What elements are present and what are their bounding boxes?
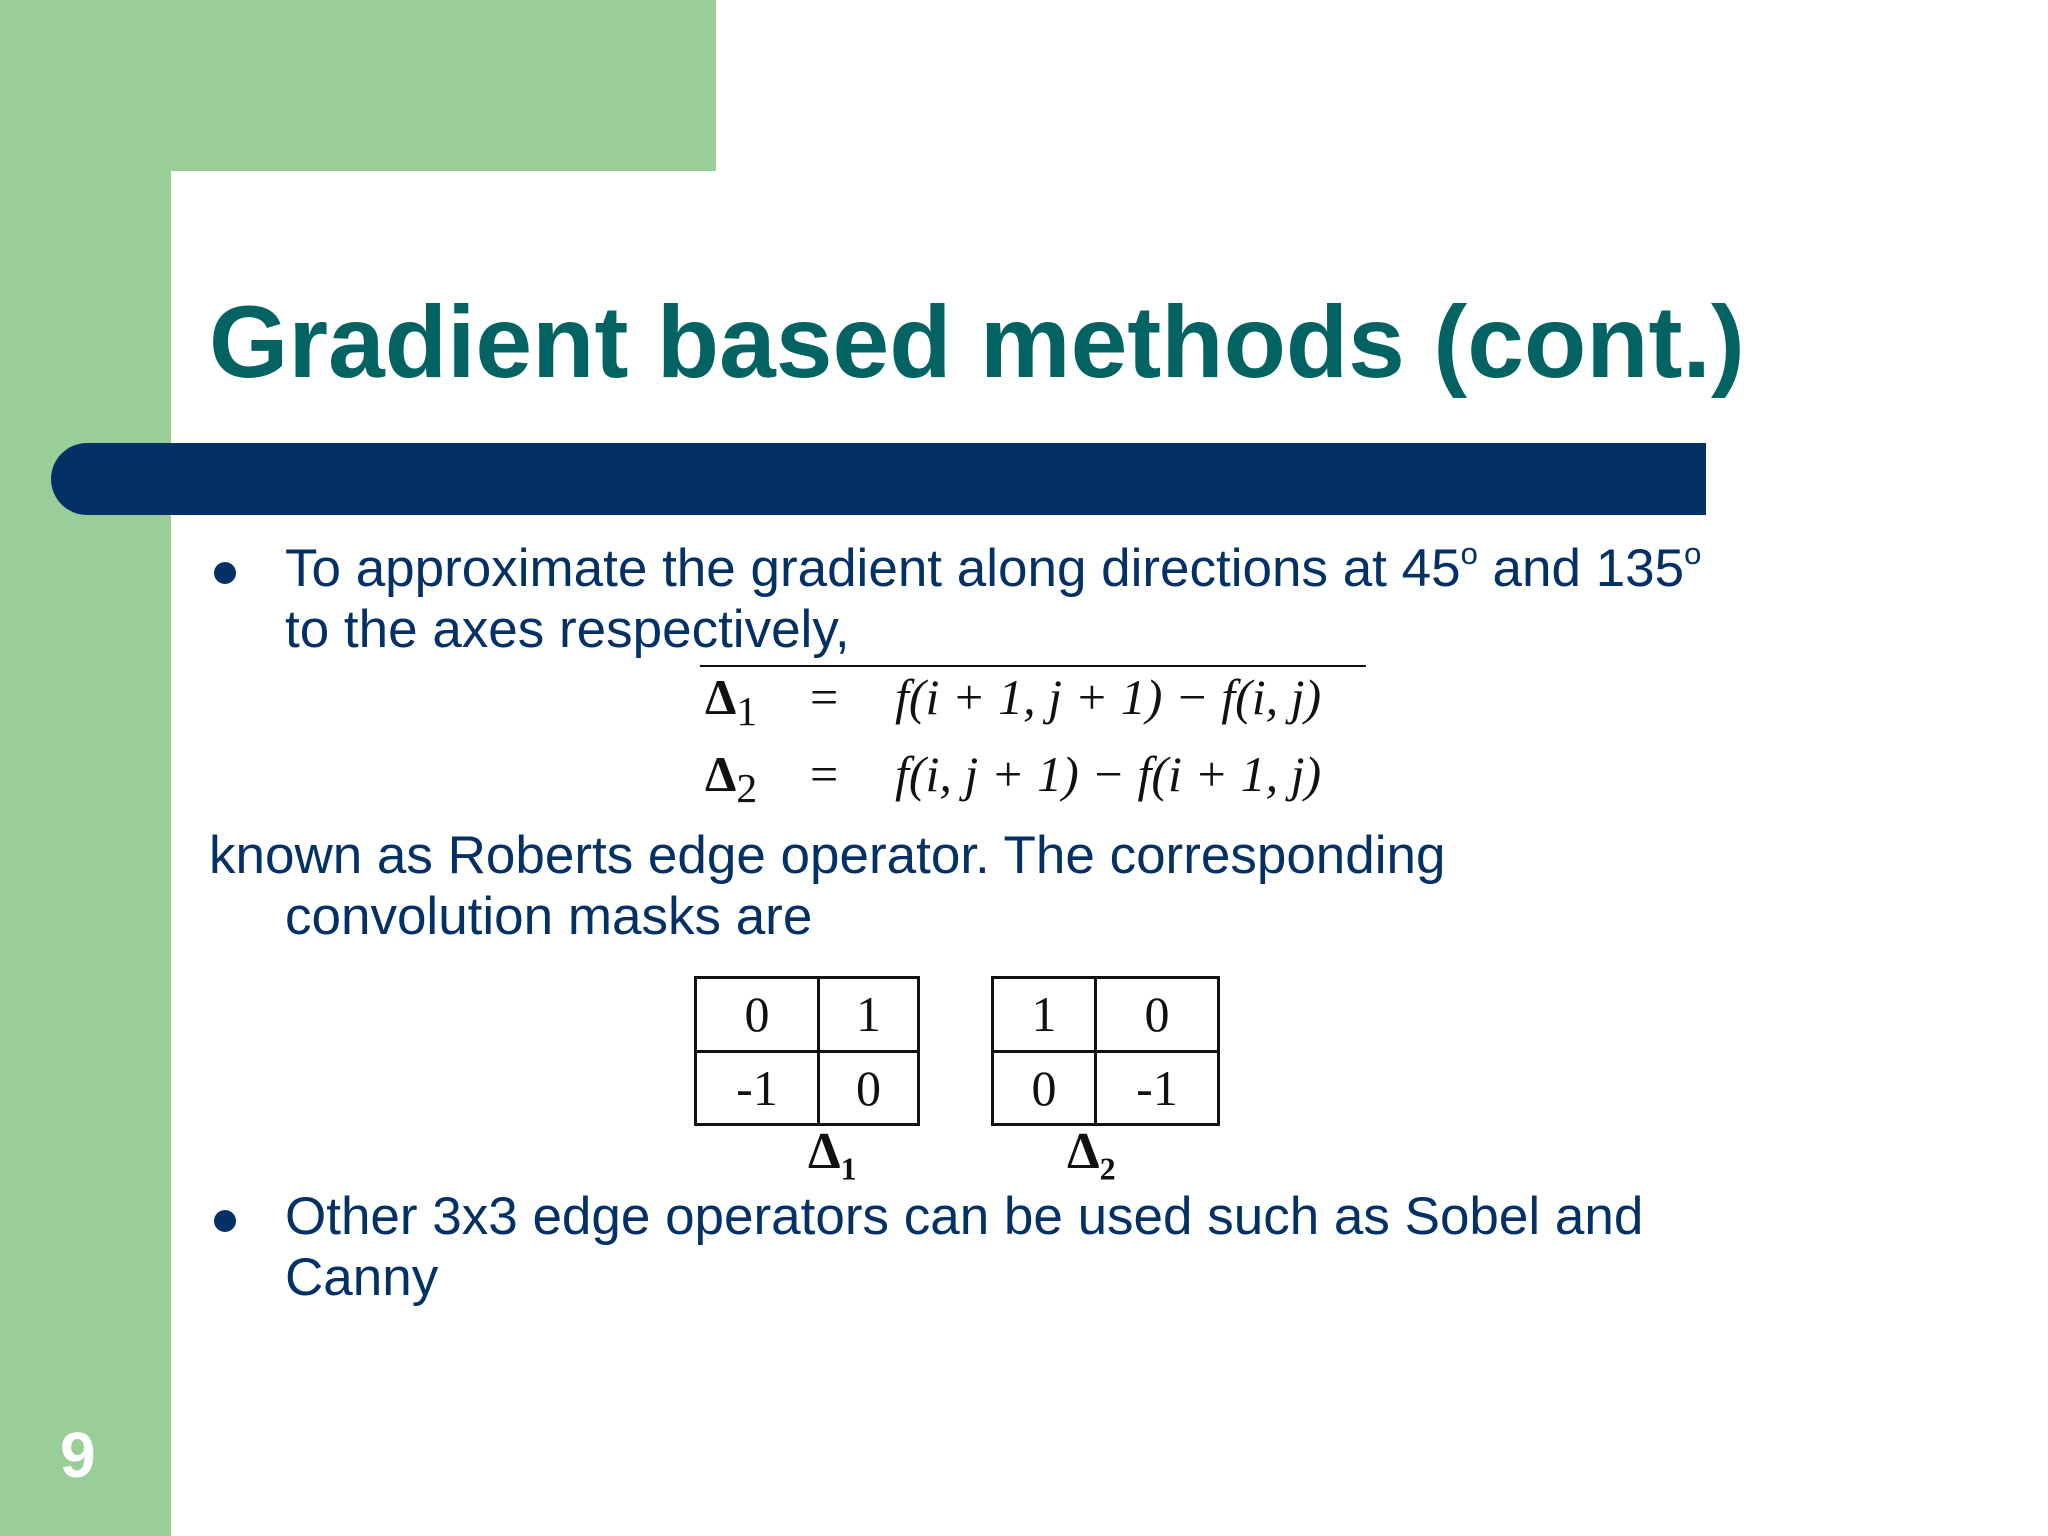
equation-1-lhs: $\Delta_1$ [705, 669, 758, 735]
equation-2-rhs: f(i, j + 1) − f(i + 1, j) [895, 746, 1322, 802]
slide-title: Gradient based methods (cont.) [209, 285, 1745, 399]
bullet-2-line-1: Other 3x3 edge operators can be used such as Sobel and [285, 1187, 1644, 1246]
page-number: 9 [60, 1419, 96, 1491]
mask-2-cell: 1 [993, 978, 1096, 1052]
bullet-1-line-2: to the axes respectively, [285, 600, 850, 659]
title-underline-bar [51, 443, 1706, 515]
top-green-band [0, 0, 716, 171]
mask-2-cell: -1 [1096, 1051, 1219, 1125]
bullet-2-line-2: Canny [285, 1248, 439, 1307]
mask-2-label: $\Delta_2$ [1067, 1123, 1116, 1187]
mask-1-cell: 0 [819, 1051, 919, 1125]
equation-1-equals: = [810, 669, 839, 725]
mask-1-cell: 0 [696, 978, 819, 1052]
bullet-1-line-1 [285, 538, 1701, 606]
mask-1-label: $\Delta_1$ [808, 1123, 857, 1187]
mask-2-cell: 0 [1096, 978, 1219, 1052]
bullet-1-text-b: and 135 [1477, 539, 1685, 598]
equation-2-lhs: $\Delta_2$ [705, 746, 758, 812]
bullet-1-text-a: To approximate the gradient along directions at 45 [285, 539, 1461, 598]
bullet-dot [214, 562, 236, 584]
equation-1 [705, 667, 1322, 742]
equation-1-rhs: f(i + 1, j + 1) − f(i, j) [895, 669, 1322, 725]
mask-1 [694, 976, 920, 1126]
equation-2 [705, 744, 1322, 819]
mask-2-cell: 0 [993, 1051, 1096, 1125]
paragraph-line-1: known as Roberts edge operator. The corresponding [209, 826, 1446, 885]
mask-1-cell: -1 [696, 1051, 819, 1125]
left-green-band [0, 0, 171, 1536]
degree-superscript: o [1460, 536, 1478, 571]
bullet-dot [214, 1210, 236, 1232]
mask-1-cell: 1 [819, 978, 919, 1052]
mask-2 [991, 976, 1220, 1126]
degree-superscript: o [1684, 536, 1702, 571]
equation-2-equals: = [810, 746, 839, 802]
paragraph-line-2: convolution masks are [285, 887, 813, 946]
